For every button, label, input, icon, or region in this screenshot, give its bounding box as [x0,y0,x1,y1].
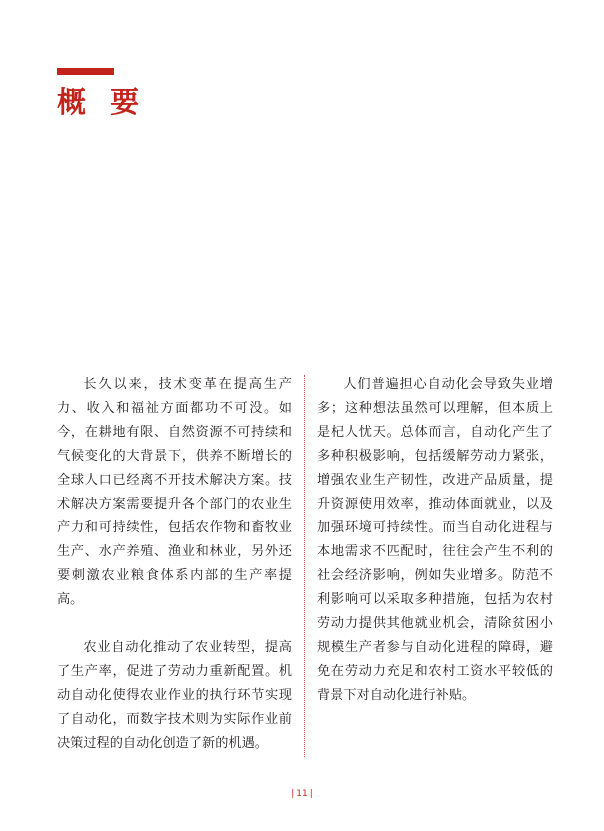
page-number-separator: | [309,789,313,799]
page-number [0,789,604,799]
left-column [57,373,292,755]
title-accent-bar [57,68,114,75]
paragraph: 人们普遍担心自动化会导致失业增多；这种想法虽然可以理解，但本质上是杞人忧天。总体而言，自动化产生了多种积极影响，包括缓解劳动力紧张，增强农业生产韧性，改进产品质量，提升资源使用效率，推动体面就业，以及加强环境可持续性。而当自动化进程与本地需求不匹配时，往往会产生不利的社会经济影响，例如失业增多。防范不利影响可以采取多种措施，包括为农村劳动力提供其他就业机会，清除贫困小规模生产者参与自动化进程的障碍，避免在劳动力充足和农村工资水平较低的背景下对自动化进行补贴。 [317,377,553,703]
page-title: 概 要 [57,85,147,119]
page-number-value: 11 [296,789,308,799]
column-divider [304,375,305,757]
paragraph: 长久以来，技术变革在提高生产力、收入和福祉方面都功不可没。如今，在耕地有限、自然资源不可持续和气候变化的大背景下，供养不断增长的全球人口已经离不开技术解决方案。技术解决方案需要提升各个部门的农业生产力和可持续性，包括农作物和畜牧业生产、水产养殖、渔业和林业，另外还要刺激农业粮食体系内部的生产率提高。 [57,377,292,608]
right-column [317,373,553,708]
page-number-separator: | [291,789,295,799]
paragraph: 农业自动化推动了农业转型，提高了生产率，促进了劳动力重新配置。机动自动化使得农业作业的执行环节实现了自动化，而数字技术则为实际作业前决策过程的自动化创造了新的机遇。 [57,639,292,751]
